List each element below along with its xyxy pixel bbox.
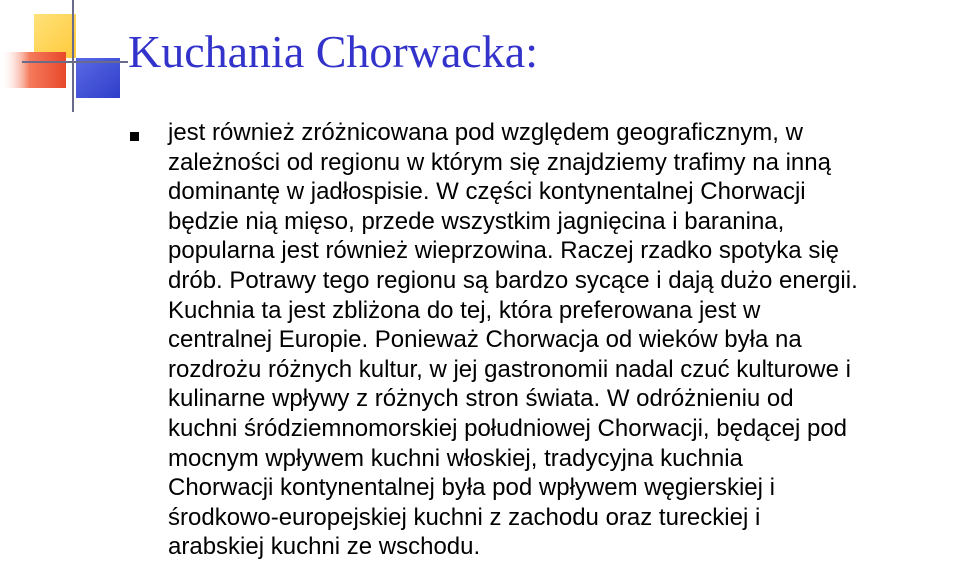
logo-blue-square <box>76 58 120 98</box>
slide-title: Kuchania Chorwacka: <box>128 26 539 77</box>
logo-yellow-square <box>34 14 76 58</box>
square-bullet-icon <box>130 132 139 141</box>
bullet-item <box>130 118 958 562</box>
slide-corner-logo-graphic <box>0 0 130 118</box>
bullet-list <box>130 118 958 562</box>
logo-red-bar <box>0 52 66 88</box>
bullet-text: jest również zróżnicowana pod względem geograficznym, w zależności od regionu w którym się znajdziemy trafimy na inną dominantę w jadłospisie. W części kontynentalnej Chorwacji będzie nią mięso, przede wszystkim jagnięcina i baranina, popularna jest również wieprzowina. Raczej rzadko spotyka się drób. Potrawy tego regionu są bardzo sycące i dają dużo energii. Kuchnia ta jest zbliżona do tej, która preferowana jest w centralnej Europie. Ponieważ Chorwacja od wieków była na rozdrożu różnych kultur, w jej gastronomii nadal czuć kulturowe i kulinarne wpływy z różnych stron świata. W odróżnieniu od kuchni śródziemnomorskiej południowej Chorwacji, będącej pod mocnym wpływem kuchni włoskiej, tradycyjna kuchnia Chorwacji kontynentalnej była pod wpływem węgierskiej i środkowo-europejskiej kuchni z zachodu oraz tureckiej i arabskiej kuchni ze wschodu. <box>168 119 858 561</box>
